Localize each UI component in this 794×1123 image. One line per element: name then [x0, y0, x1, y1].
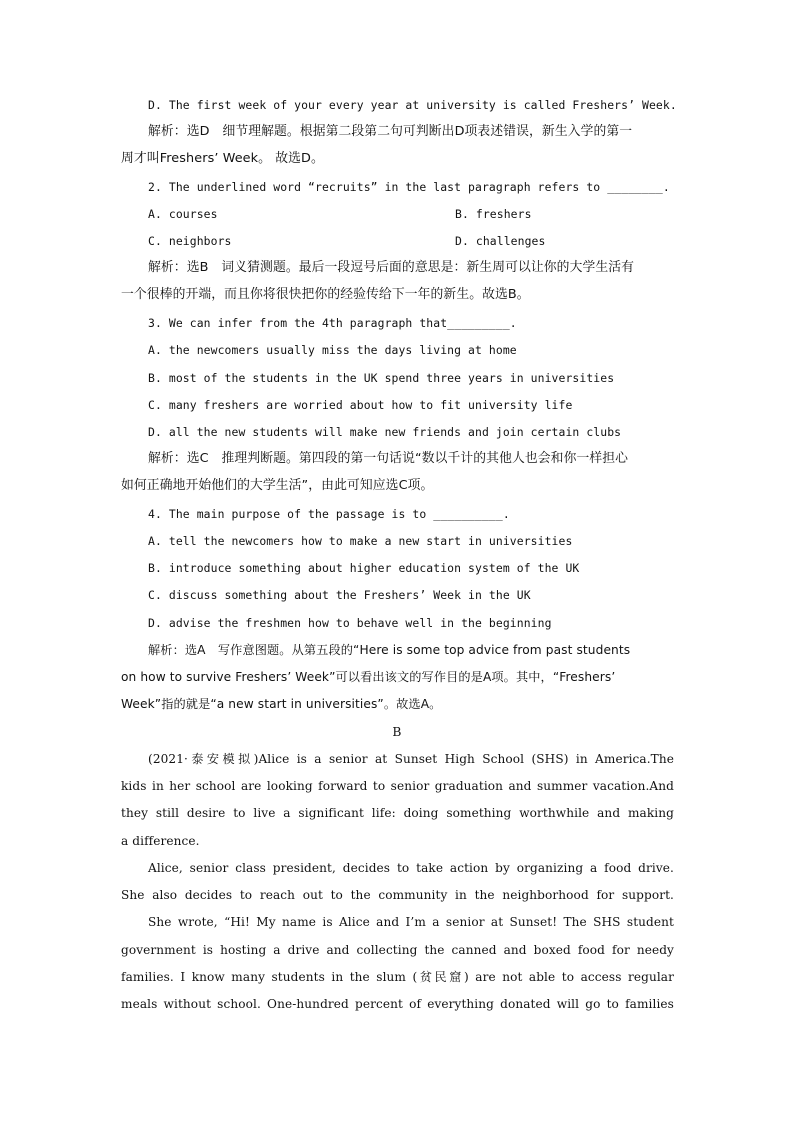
q3-analysis-line1: 解析：选C 推理判断题。第四段的第一句话说“数以千计的其他人也会和你一样担心 — [148, 451, 629, 466]
q2-analysis-line1: 解析：选B 词义猜测题。最后一段逗号后面的意思是：新生周可以让你的大学生活有 — [148, 260, 635, 275]
passage-paragraph3-line4: meals without school. One-hundred percent of everything donated will go to families — [121, 997, 674, 1011]
q4-analysis-line2: on how to survive Freshers’ Week”可以看出该文的写作目的是A项。其中，“Freshers’ — [121, 670, 616, 684]
q3-option-c: C. many freshers are worried about how to fit university life — [148, 398, 573, 412]
q3-option-a: A. the newcomers usually miss the days living at home — [148, 343, 517, 357]
passage-paragraph2-line1: Alice, senior class president, decides to take action by organizing a food drive. — [148, 861, 674, 875]
q2-stem: 2. The underlined word “recruits” in the last paragraph refers to ________. — [148, 180, 670, 194]
passage-paragraph3-line1: She wrote, “Hi! My name is Alice and I’m a senior at Sunset! The SHS student — [148, 915, 674, 929]
q2-option-b: B. freshers — [455, 207, 532, 221]
q2-option-d: D. challenges — [455, 234, 546, 248]
q4-option-d: D. advise the freshmen how to behave well in the beginning — [148, 616, 552, 630]
q4-option-b: B. introduce something about higher education system of the UK — [148, 561, 580, 575]
passage-paragraph1-line2: kids in her school are looking forward to senior graduation and summer vacation.And — [121, 779, 674, 793]
q3-option-b: B. most of the students in the UK spend three years in universities — [148, 371, 615, 385]
passage-paragraph1-line3: they still desire to live a significant life: doing something worthwhile and making — [121, 806, 674, 820]
q1-option-d: D. The first week of your every year at university is called Freshers’ Week. — [148, 98, 677, 112]
q2-analysis-line2: 一个很棒的开端，而且你将很快把你的经验传给下一年的新生。故选B。 — [121, 287, 530, 302]
passage-paragraph3-line3: families. I know many students in the slum (贫民窟) are not able to access regular — [121, 970, 674, 984]
q4-analysis-line3: Week”指的就是“a new start in universities”。故选A。 — [121, 697, 442, 711]
section-heading: B — [392, 725, 402, 739]
passage-paragraph1-line4: a difference. — [121, 834, 200, 848]
q3-option-d: D. all the new students will make new friends and join certain clubs — [148, 425, 622, 439]
q2-option-c: C. neighbors — [148, 234, 232, 248]
q3-analysis-line2: 如何正确地开始他们的大学生活”，由此可知应选C项。 — [121, 478, 434, 493]
q4-option-c: C. discuss something about the Freshers’ Week in the UK — [148, 588, 531, 602]
q1-analysis-line2: 周才叫Freshers’ Week。 故选D。 — [121, 151, 324, 166]
q1-analysis-line1: 解析：选D 细节理解题。根据第二段第二句可判断出D项表述错误，新生入学的第一 — [148, 124, 633, 139]
passage-paragraph1-line1: (2021·泰安模拟)Alice is a senior at Sunset High School (SHS) in America.The — [148, 752, 674, 766]
q4-analysis-line1: 解析：选A 写作意图题。从第五段的“Here is some top advice from past students — [148, 643, 631, 657]
q4-stem: 4. The main purpose of the passage is to __________. — [148, 507, 510, 521]
q2-option-a: A. courses — [148, 207, 218, 221]
passage-paragraph3-line2: government is hosting a drive and collecting the canned and boxed food for needy — [121, 943, 674, 957]
q3-stem: 3. We can infer from the 4th paragraph that_________. — [148, 316, 517, 330]
passage-paragraph2-line2: She also decides to reach out to the community in the neighborhood for support. — [121, 888, 674, 902]
q4-option-a: A. tell the newcomers how to make a new start in universities — [148, 534, 573, 548]
